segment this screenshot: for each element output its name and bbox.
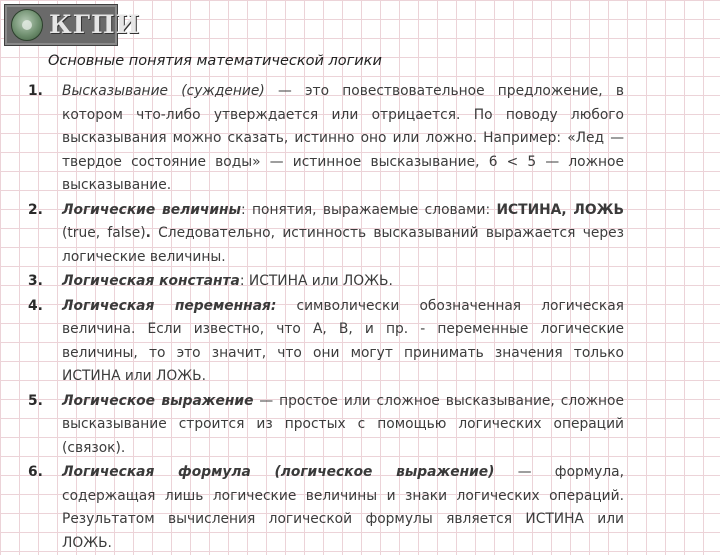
page-title: Основные понятия математической логики [48, 53, 382, 69]
item-text: — это повествовательное предложение, в котором что-либо утверждается или отрицается. По поводу любого высказывания можно сказать, истинно оно или ложно. Например: «Лед — твердое состояние воды» — истинное высказывание, 6 < 5 — ложное высказывание. [62, 83, 625, 193]
item-term: Логическая переменная: [62, 297, 277, 314]
item-emphasis: . [145, 225, 151, 241]
item-text: — простое или сложное высказывание, сложное высказывание строится из простых с помощью логических операций (связок). [62, 392, 624, 456]
item-term: Логическая константа [62, 273, 240, 289]
item-text: символически обозначенная логическая величина. Если известно, что А, В, и пр. - переменные логические величины, то это значит, что они могут принимать значения только ИСТИНА или ЛОЖЬ. [62, 297, 624, 384]
definitions-list [28, 80, 624, 555]
list-item [28, 390, 624, 461]
list-item [28, 199, 624, 270]
item-emphasis: ИСТИНА, ЛОЖЬ [496, 201, 624, 218]
list-item [28, 270, 624, 294]
item-number: 4. [28, 297, 43, 314]
item-number: 2. [28, 201, 43, 218]
item-number: 6. [28, 464, 43, 480]
university-emblem-icon [11, 9, 43, 41]
item-term: Логическая формула (логическое выражение) [62, 464, 495, 480]
item-term: Высказывание (суждение) [62, 83, 265, 99]
item-term: Логические величины [62, 201, 242, 218]
emblem-center [22, 20, 32, 30]
list-item [28, 295, 624, 389]
item-number: 1. [28, 83, 43, 99]
institution-logo [4, 4, 141, 46]
item-number: 3. [28, 273, 43, 289]
item-text: (true, false) [62, 225, 146, 241]
list-item [28, 461, 624, 555]
logo-text: КГПИ [49, 10, 141, 39]
item-text: : понятия, выражаемые словами: [241, 201, 497, 218]
item-text: — формула, содержащая лишь логические величины и знаки логических операций. Результатом вычисления логической формулы является ИСТИНА или ЛОЖЬ. [62, 464, 625, 551]
item-text: Следовательно, истинность высказываний выражается через логические величины. [62, 225, 624, 265]
item-text: : ИСТИНА или ЛОЖЬ. [239, 273, 393, 289]
item-term: Логическое выражение [62, 392, 254, 409]
list-item [28, 80, 624, 198]
item-number: 5. [28, 392, 43, 409]
